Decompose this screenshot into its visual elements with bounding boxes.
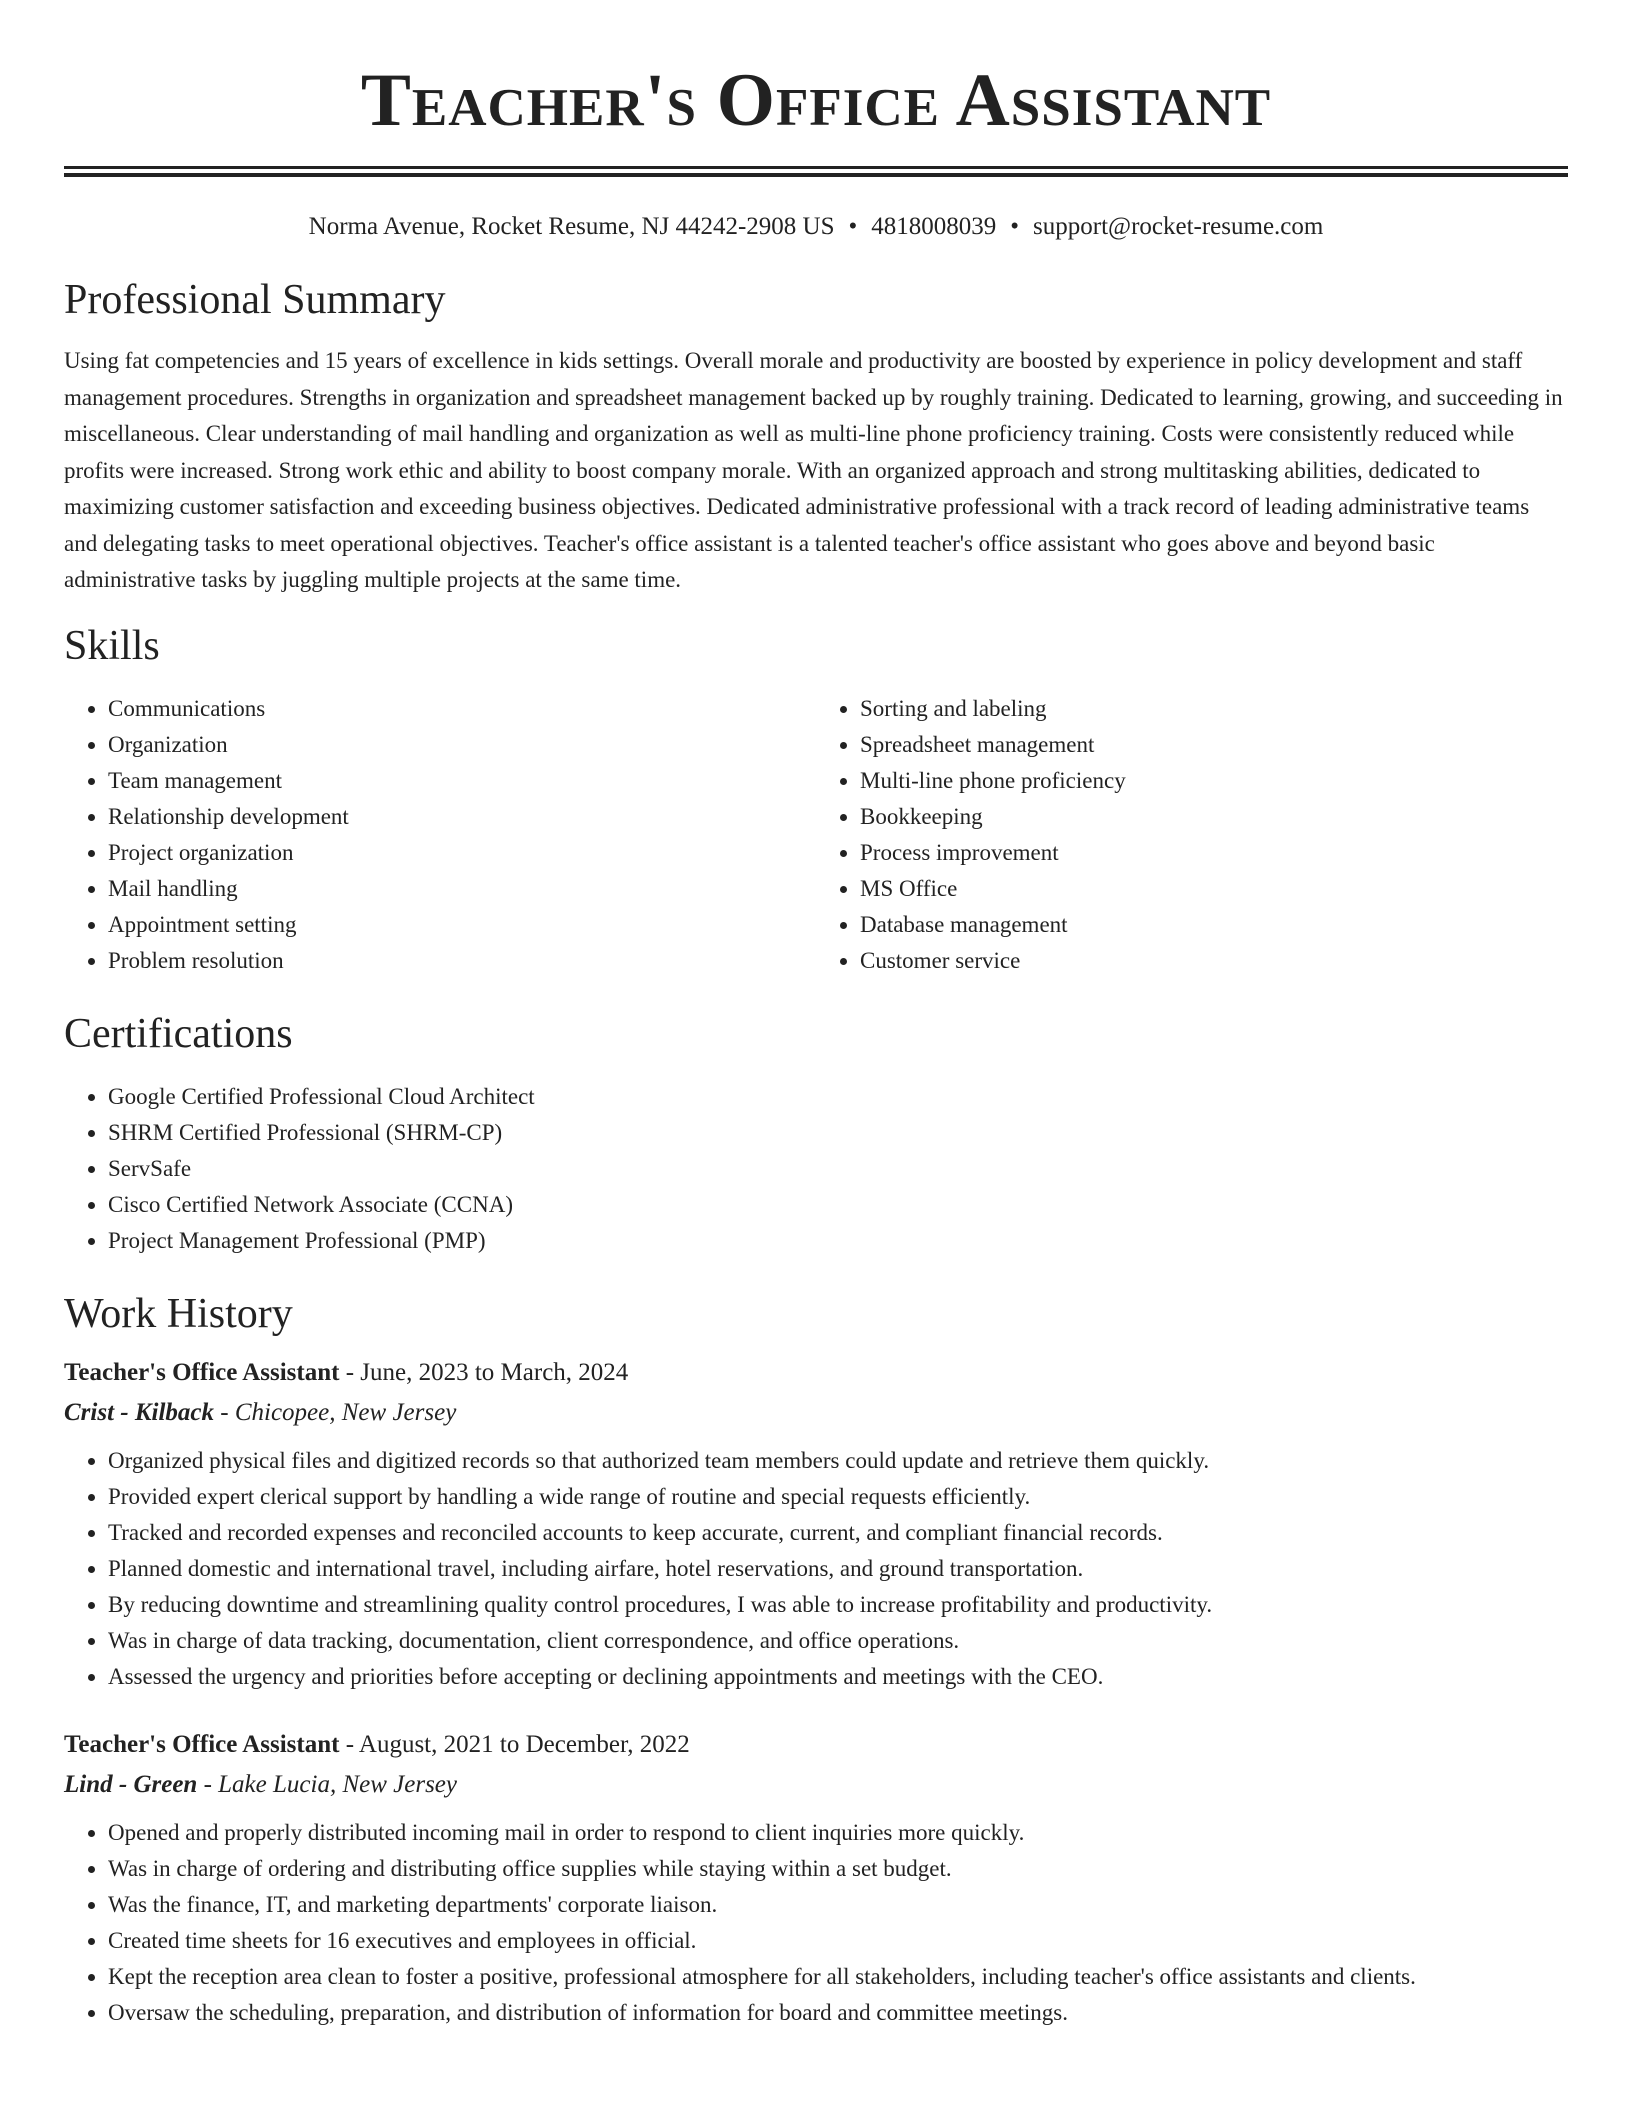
job-duty: • Planned domestic and international travel, including airfare, hotel reservations, and ground transportation. [108, 1551, 1568, 1587]
skill-item: • MS Office [860, 871, 1568, 907]
job-title: Teacher's Office Assistant [64, 1730, 340, 1758]
skills-columns [64, 691, 1568, 979]
certification-item: • Cisco Certified Network Associate (CCNA) [108, 1187, 1568, 1223]
job-duty: • Oversaw the scheduling, preparation, and distribution of information for board and committee meetings. [108, 1995, 1568, 2031]
skill-item: • Database management [860, 907, 1568, 943]
skill-item: • Organization [108, 727, 816, 763]
job-title-line [64, 1355, 1568, 1391]
skill-item: • Multi-line phone proficiency [860, 763, 1568, 799]
certification-item: • SHRM Certified Professional (SHRM-CP) [108, 1115, 1568, 1151]
skills-list-left [64, 691, 816, 979]
job-duty: • Provided expert clerical support by handling a wide range of routine and special requests efficiently. [108, 1479, 1568, 1515]
skill-item: • Spreadsheet management [860, 727, 1568, 763]
job-duty: • Tracked and recorded expenses and reconciled accounts to keep accurate, current, and compliant financial records. [108, 1515, 1568, 1551]
skill-item: • Sorting and labeling [860, 691, 1568, 727]
skill-item: • Process improvement [860, 835, 1568, 871]
work-history-heading: Work History [64, 1290, 293, 1337]
job-duties-list [64, 1443, 1568, 1695]
job-duty: • Was the finance, IT, and marketing departments' corporate liaison. [108, 1887, 1568, 1923]
job-duty: • Was in charge of data tracking, documentation, client correspondence, and office operations. [108, 1623, 1568, 1659]
company-location: - Lake Lucia, New Jersey [197, 1770, 457, 1798]
job-duty: • Created time sheets for 16 executives and employees in official. [108, 1923, 1568, 1959]
certification-item: • ServSafe [108, 1151, 1568, 1187]
job-dates: - August, 2021 to December, 2022 [339, 1730, 690, 1758]
resume-title: Teacher's Office Assistant [360, 59, 1272, 142]
certifications-list [64, 1079, 1568, 1259]
title-divider [64, 166, 1568, 177]
summary-heading: Professional Summary [64, 277, 446, 323]
job-dates: - June, 2023 to March, 2024 [339, 1358, 629, 1386]
skills-heading: Skills [64, 622, 160, 669]
skills-list-right [816, 691, 1568, 979]
job-duty: • Kept the reception area clean to foster a positive, professional atmosphere for all stakeholders, including teacher's office assistants and clients. [108, 1959, 1568, 1995]
job-entry [64, 1355, 1568, 1695]
skill-item: • Team management [108, 763, 816, 799]
skill-item: • Bookkeeping [860, 799, 1568, 835]
skill-item: • Communications [108, 691, 816, 727]
summary-text: Using fat competencies and 15 years of excellence in kids settings. Overall morale and productivity are boosted by experience in policy development and staff management procedures. Strengths in organization and spreadsheet management backed up by roughly training. Dedicated to learning, growing, and succeeding in miscellaneous. Clear understanding of mail handling and organization as well as multi-line phone proficiency training. Costs were consistently reduced while profits were increased. Strong work ethic and ability to boost company morale. With an organized approach and strong multitasking abilities, dedicated to maximizing customer satisfaction and exceeding business objectives. Dedicated administrative professional with a track record of leading administrative teams and delegating tasks to meet operational objectives. Teacher's office assistant is a talented teacher's office assistant who goes above and beyond basic administrative tasks by juggling multiple projects at the same time. [64, 348, 1563, 592]
contact-separator: • [1010, 213, 1020, 240]
company-line [64, 1395, 1568, 1431]
skill-item: • Relationship development [108, 799, 816, 835]
contact-separator: • [848, 213, 858, 240]
contact-email: support@rocket-resume.com [1033, 213, 1324, 240]
skill-item: • Customer service [860, 943, 1568, 979]
company-name: Lind - Green [64, 1770, 198, 1798]
job-title: Teacher's Office Assistant [64, 1358, 340, 1386]
skill-item: • Mail handling [108, 871, 816, 907]
job-duty: • Assessed the urgency and priorities before accepting or declining appointments and meetings with the CEO. [108, 1659, 1568, 1695]
contact-address: Norma Avenue, Rocket Resume, NJ 44242-2908 US [308, 213, 835, 240]
job-duties-list [64, 1815, 1568, 2031]
company-location: - Chicopee, New Jersey [214, 1398, 457, 1426]
certification-item: • Project Management Professional (PMP) [108, 1223, 1568, 1259]
company-line [64, 1767, 1568, 1803]
skill-item: • Appointment setting [108, 907, 816, 943]
skill-item: • Problem resolution [108, 943, 816, 979]
certifications-heading: Certifications [64, 1010, 293, 1057]
contact-phone: 4818008039 [871, 213, 997, 240]
job-title-line [64, 1727, 1568, 1763]
skill-item: • Project organization [108, 835, 816, 871]
contact-line [64, 211, 1568, 243]
certification-item: • Google Certified Professional Cloud Architect [108, 1079, 1568, 1115]
job-duty: • Was in charge of ordering and distributing office supplies while staying within a set budget. [108, 1851, 1568, 1887]
job-duty: • Organized physical files and digitized records so that authorized team members could update and retrieve them quickly. [108, 1443, 1568, 1479]
job-duty: • By reducing downtime and streamlining quality control procedures, I was able to increase profitability and productivity. [108, 1587, 1568, 1623]
job-entry [64, 1727, 1568, 2031]
company-name: Crist - Kilback [64, 1398, 215, 1426]
job-duty: • Opened and properly distributed incoming mail in order to respond to client inquiries more quickly. [108, 1815, 1568, 1851]
